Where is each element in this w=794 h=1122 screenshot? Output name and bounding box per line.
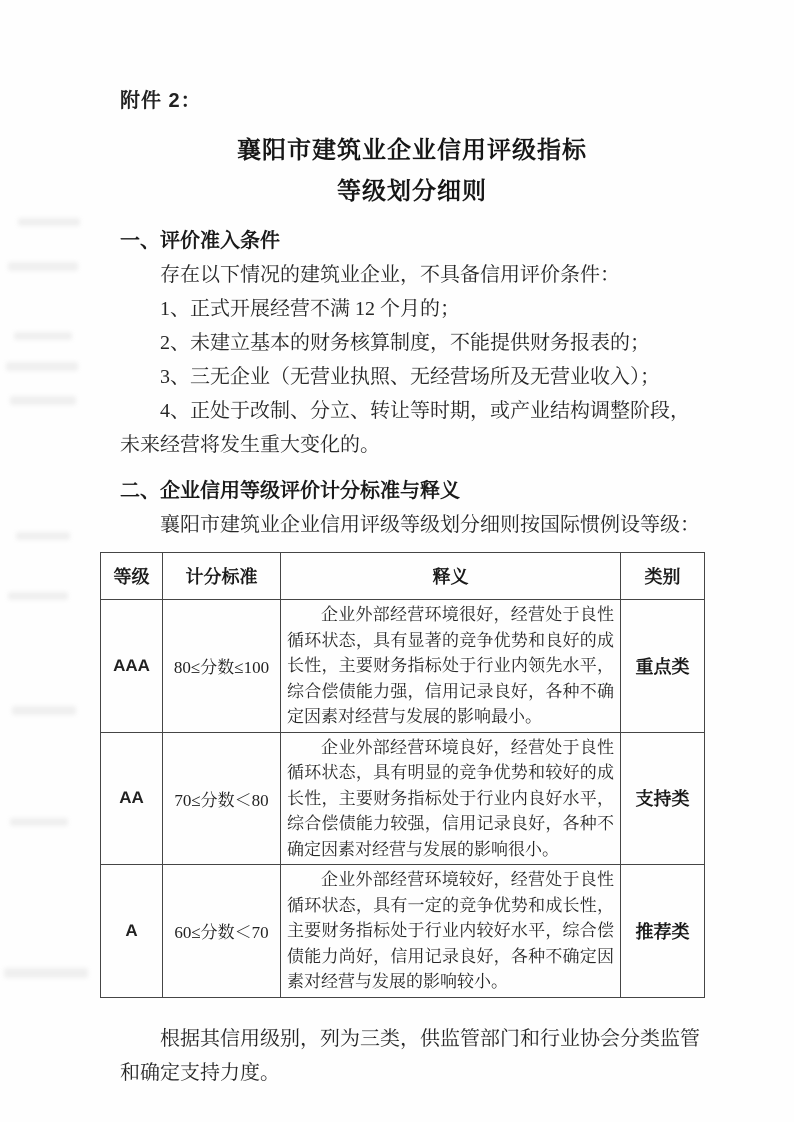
scan-artifact — [12, 706, 76, 715]
grade-cell: AAA — [101, 600, 163, 733]
definition-cell: 企业外部经营环境很好，经营处于良性循环状态，具有显著的竞争优势和良好的成长性，主要财务指标处于行业内领先水平，综合偿债能力强，信用记录良好，各种不确定因素对经营与发展的影响最小。 — [281, 600, 621, 733]
condition-item-1: 1、正式开展经营不满 12 个月的； — [160, 298, 460, 320]
column-header-definition: 释义 — [281, 553, 621, 600]
table-header-row — [101, 553, 705, 600]
column-header-category: 类别 — [621, 553, 705, 600]
document-title-line2: 等级划分细则 — [337, 178, 487, 205]
column-header-score: 计分标准 — [163, 553, 281, 600]
scan-artifact — [4, 968, 88, 978]
section1-heading: 一、评价准入条件 — [120, 230, 280, 252]
scan-artifact — [16, 532, 70, 540]
scan-artifact — [14, 332, 72, 340]
definition-cell: 企业外部经营环境较好，经营处于良性循环状态，具有一定的竞争优势和成长性，主要财务指标处于行业内较好水平，综合偿债能力尚好，信用记录良好，各种不确定因素对经营与发展的影响较小。 — [281, 865, 621, 998]
definition-cell: 企业外部经营环境良好，经营处于良性循环状态，具有明显的竞争优势和较好的成长性，主要财务指标处于行业内良好水平，综合偿债能力较强，信用记录良好，各种不确定因素对经营与发展的影响很小。 — [281, 732, 621, 865]
condition-item-4: 4、正处于改制、分立、转让等时期，或产业结构调整阶段，未来经营将发生重大变化的。 — [120, 400, 690, 456]
scan-artifact — [8, 592, 68, 600]
condition-item-3: 3、三无企业（无营业执照、无经营场所及无营业收入）； — [160, 366, 660, 388]
category-cell: 重点类 — [621, 600, 705, 733]
score-cell: 80≤分数≤100 — [163, 600, 281, 733]
table-row-aaa — [101, 600, 705, 733]
scan-artifact — [10, 396, 76, 405]
grade-cell: AA — [101, 732, 163, 865]
grade-cell: A — [101, 865, 163, 998]
table-row-aa — [101, 732, 705, 865]
section1-intro: 存在以下情况的建筑业企业，不具备信用评价条件： — [160, 264, 620, 286]
condition-item-2: 2、未建立基本的财务核算制度，不能提供财务报表的； — [160, 332, 650, 354]
table-row-a — [101, 865, 705, 998]
category-cell: 支持类 — [621, 732, 705, 865]
section2-heading: 二、企业信用等级评价计分标准与释义 — [120, 480, 460, 502]
scan-artifact — [8, 262, 78, 271]
column-header-grade: 等级 — [101, 553, 163, 600]
scan-artifact — [18, 218, 80, 226]
credit-rating-table — [100, 552, 705, 998]
scan-artifact — [6, 362, 78, 371]
category-cell: 推荐类 — [621, 865, 705, 998]
attachment-label: 附件 2： — [120, 90, 202, 112]
section2-intro: 襄阳市建筑业企业信用评级等级划分细则按国际惯例设等级： — [160, 514, 700, 536]
document-title-line1: 襄阳市建筑业企业信用评级指标 — [237, 137, 587, 164]
score-cell: 70≤分数＜80 — [163, 732, 281, 865]
document-content — [113, 88, 704, 1090]
closing-paragraph: 根据其信用级别，列为三类，供监管部门和行业协会分类监管和确定支持力度。 — [120, 1027, 700, 1084]
score-cell: 60≤分数＜70 — [163, 865, 281, 998]
scan-artifact — [10, 818, 68, 826]
